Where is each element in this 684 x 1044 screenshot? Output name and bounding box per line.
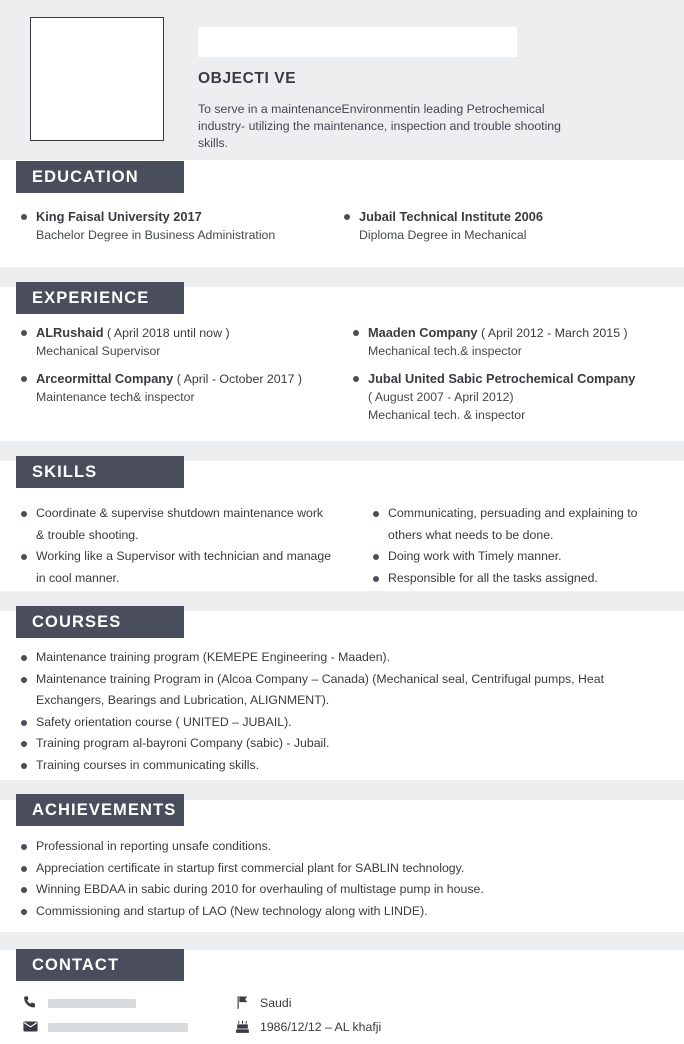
section-header-achievements (16, 794, 184, 826)
experience-entry-left-1 (20, 324, 350, 360)
achievement-item: Commissioning and startup of LAO (New technology along with LINDE). (20, 901, 670, 923)
contact-email[interactable] (22, 1018, 188, 1035)
skills-right (372, 503, 672, 589)
skill-item: Responsible for all the tasks assigned. (372, 568, 672, 590)
contact-country (234, 994, 291, 1011)
experience-left-2-title: Arceormittal Company (36, 371, 174, 386)
section-header-contact (16, 949, 184, 981)
contact-birth-value: 1986/12/12 – AL khafji (260, 1019, 382, 1034)
experience-left-1-header (20, 324, 350, 342)
achievement-item: Winning EBDAA in sabic during 2010 for overhauling of multistage pump in house. (20, 879, 670, 901)
skills-left (20, 503, 365, 589)
course-item: Safety orientation course ( UNITED – JUBAIL). (20, 712, 670, 734)
skill-item-cont: & trouble shooting. (36, 527, 139, 542)
course-item-cont: Exchangers, Bearings and Lubrication, ALIGNMENT). (36, 693, 330, 707)
course-item: Maintenance training program (KEMEPE Engineering - Maaden). (20, 647, 670, 669)
mail-icon (22, 1018, 39, 1035)
skill-item: Working like a Supervisor with technician and manage (20, 546, 365, 568)
achievements-list (20, 836, 670, 922)
skill-item: Doing work with Timely manner. (372, 546, 672, 568)
contact-birth (234, 1018, 381, 1035)
section-title-contact: CONTACT (32, 955, 120, 974)
section-title-education: EDUCATION (32, 167, 139, 186)
education-entry-1-sub: Bachelor Degree in Business Administration (36, 228, 276, 242)
objective-text: To serve in a maintenanceEnvironmentin leading Petrochemical industry- utilizing the maintenance, inspection and trouble shooting skills. (198, 102, 561, 150)
section-header-courses (16, 606, 184, 638)
skill-item: Coordinate & supervise shutdown maintenance work (20, 503, 365, 525)
profile-photo (30, 17, 164, 141)
name-field (198, 27, 517, 57)
achievement-item: Professional in reporting unsafe conditions. (20, 836, 670, 858)
experience-entry-right-2 (352, 370, 682, 424)
experience-right-1-header (352, 324, 682, 342)
experience-left-2-sub: Maintenance tech& inspector (36, 390, 195, 404)
objective-title: OBJECTI VE (198, 70, 297, 87)
experience-right-2-sub: ( August 2007 - April 2012) (368, 390, 514, 404)
experience-left-1-title: ALRushaid (36, 325, 104, 340)
contact-phone-value (48, 996, 136, 1010)
experience-entry-right-1 (352, 324, 682, 360)
section-header-skills (16, 456, 184, 488)
section-title-skills: SKILLS (32, 462, 98, 481)
course-item: Training program al-bayroni Company (sabic) - Jubail. (20, 733, 670, 755)
achievement-item: Appreciation certificate in startup first commercial plant for SABLIN technology. (20, 858, 670, 880)
section-header-experience (16, 282, 184, 314)
contact-phone[interactable] (22, 994, 136, 1011)
skill-item: Communicating, persuading and explaining to (372, 503, 672, 525)
education-entry-2 (343, 208, 663, 244)
contact-email-value (48, 1020, 188, 1034)
experience-right-1-meta: ( April 2012 - March 2015 ) (480, 326, 628, 340)
experience-right-1-sub: Mechanical tech.& inspector (368, 344, 522, 358)
skill-item-cont: others what needs to be done. (388, 527, 554, 542)
education-entry-1 (20, 208, 340, 244)
contact-band-top (0, 932, 684, 950)
flag-icon (234, 994, 251, 1011)
section-title-achievements: ACHIEVEMENTS (32, 800, 177, 819)
experience-left-2-meta: ( April - October 2017 ) (176, 372, 303, 386)
section-title-experience: EXPERIENCE (32, 288, 150, 307)
education-entry-2-title: Jubail Technical Institute 2006 (343, 208, 663, 226)
experience-right-2-sub2: Mechanical tech. & inspector (368, 408, 526, 422)
contact-country-value: Saudi (260, 995, 292, 1010)
education-entry-2-sub: Diploma Degree in Mechanical (359, 228, 527, 242)
experience-right-1-title: Maaden Company (368, 325, 478, 340)
course-item: Maintenance training Program in (Alcoa Company – Canada) (Mechanical seal, Centrifugal pumps, Heat (20, 669, 670, 691)
experience-right-2-title: Jubal United Sabic Petrochemical Company (368, 371, 636, 386)
skill-item-cont: in cool manner. (36, 570, 120, 585)
experience-right-2-header (352, 370, 682, 388)
course-item: Training courses in communicating skills. (20, 755, 670, 777)
experience-left-1-sub: Mechanical Supervisor (36, 344, 161, 358)
education-entry-1-title: King Faisal University 2017 (20, 208, 340, 226)
section-header-education (16, 161, 184, 193)
phone-icon (22, 994, 39, 1011)
section-title-courses: COURSES (32, 612, 122, 631)
experience-left-1-meta: ( April 2018 until now ) (107, 326, 230, 340)
experience-left-2-header (20, 370, 350, 388)
experience-entry-left-2 (20, 370, 350, 406)
birthday-cake-icon (234, 1018, 251, 1035)
courses-list (20, 647, 670, 776)
